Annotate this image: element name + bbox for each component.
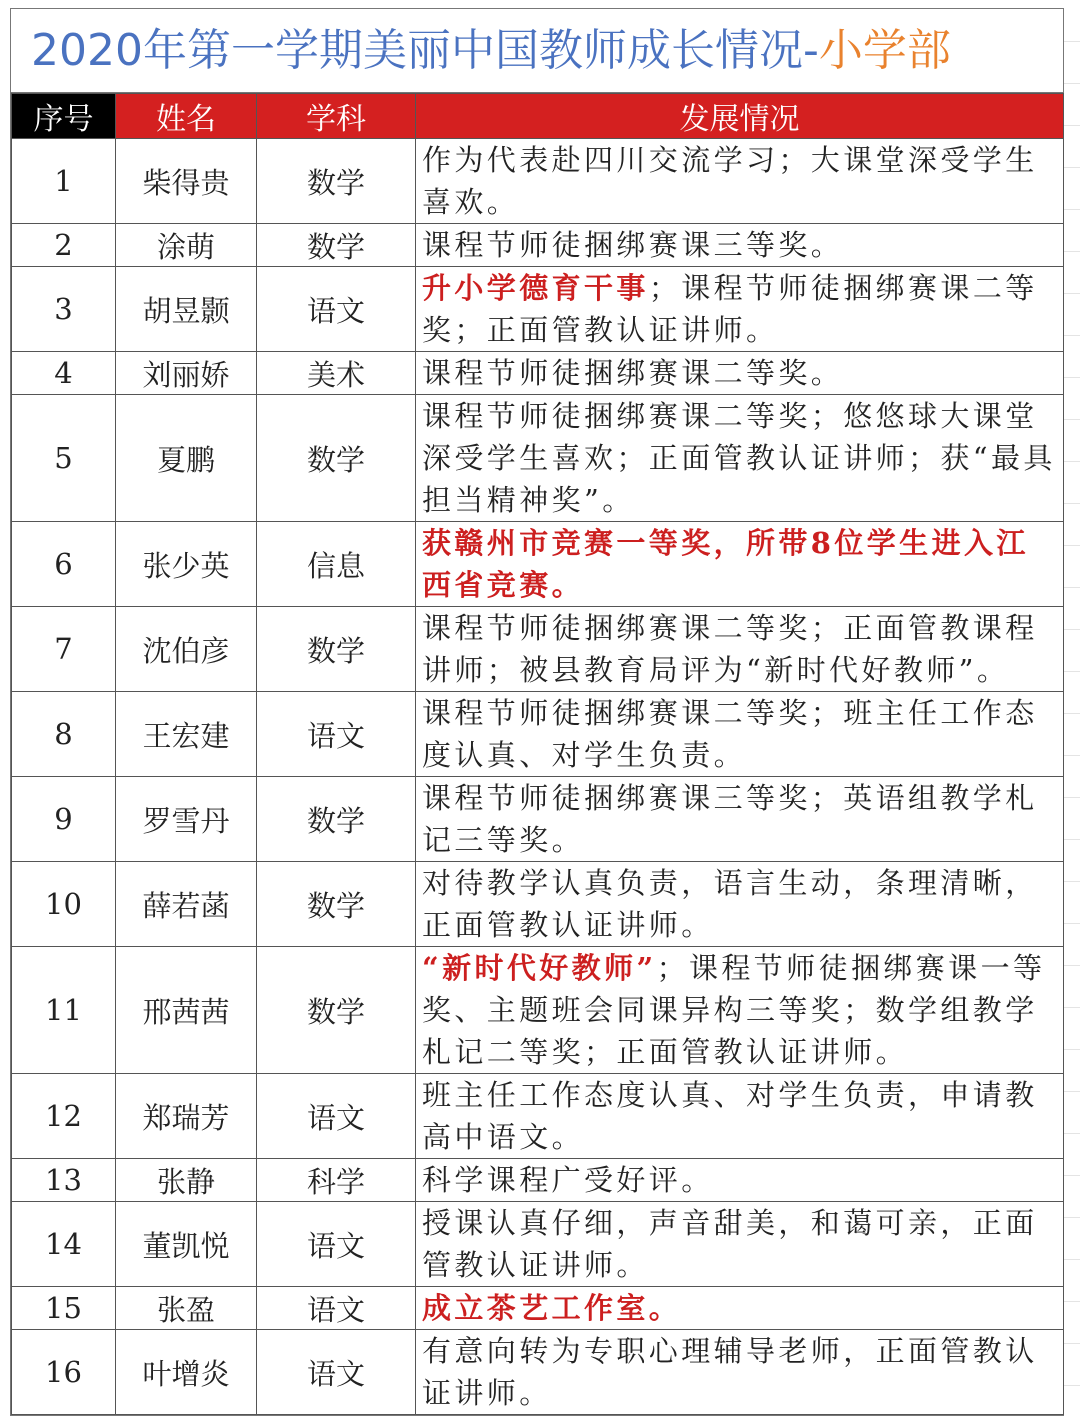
description-text: 课程节师徒捆绑赛课三等奖；英语组教学札记三等奖。: [422, 781, 1038, 857]
row-number: 11: [12, 947, 116, 1074]
row-number: 15: [12, 1287, 116, 1330]
subject: 语文: [257, 692, 416, 777]
development-description: [416, 692, 1064, 777]
subject: 数学: [257, 607, 416, 692]
development-description: [416, 1330, 1064, 1415]
description-text: 课程节师徒捆绑赛课二等奖；正面管教课程讲师；被县教育局评为“新时代好教师”。: [422, 611, 1038, 687]
row-number: 1: [12, 139, 116, 224]
description-text: ；课程节师徒捆绑赛课一等奖、主题班会同课异构三等奖；数学组教学札记二等奖；正面管教认证讲师。: [422, 951, 1046, 1069]
table-row: [12, 224, 1064, 267]
teacher-name: 叶增炎: [116, 1330, 257, 1415]
teacher-name: 张盈: [116, 1287, 257, 1330]
row-number: 12: [12, 1074, 116, 1159]
highlight-text: 升小学德育干事: [422, 271, 649, 305]
highlight-text: 获赣州市竞赛一等奖，所带8位学生进入江西省竞赛。: [422, 526, 1029, 602]
subject: 语文: [257, 1202, 416, 1287]
title-main: 2020年第一学期美丽中国教师成长情况-: [31, 25, 819, 76]
development-description: [416, 607, 1064, 692]
table-row: [12, 267, 1064, 352]
development-description: [416, 947, 1064, 1074]
row-number: 16: [12, 1330, 116, 1415]
table-row: [12, 862, 1064, 947]
header-subject: 学科: [257, 94, 416, 139]
row-number: 13: [12, 1159, 116, 1202]
teacher-name: 刘丽娇: [116, 352, 257, 395]
description-text: 课程节师徒捆绑赛课二等奖。: [422, 356, 844, 390]
header-row: [12, 94, 1064, 139]
teacher-name: 董凯悦: [116, 1202, 257, 1287]
highlight-text: “新时代好教师”: [422, 951, 657, 985]
subject: 数学: [257, 224, 416, 267]
teacher-name: 罗雪丹: [116, 777, 257, 862]
subject: 数学: [257, 947, 416, 1074]
description-text: 科学课程广受好评。: [422, 1163, 714, 1197]
teacher-name: 柴得贵: [116, 139, 257, 224]
row-number: 8: [12, 692, 116, 777]
development-description: [416, 1074, 1064, 1159]
row-number: 10: [12, 862, 116, 947]
table-row: [12, 352, 1064, 395]
table-row: [12, 1159, 1064, 1202]
description-text: 授课认真仔细，声音甜美，和蔼可亲，正面管教认证讲师。: [422, 1206, 1038, 1282]
table-row: [12, 522, 1064, 607]
teacher-name: 胡昱颢: [116, 267, 257, 352]
row-number: 9: [12, 777, 116, 862]
development-description: [416, 224, 1064, 267]
development-description: [416, 352, 1064, 395]
development-description: [416, 1287, 1064, 1330]
row-number: 4: [12, 352, 116, 395]
subject: 语文: [257, 267, 416, 352]
teacher-name: 沈伯彦: [116, 607, 257, 692]
table-row: [12, 692, 1064, 777]
development-description: [416, 395, 1064, 522]
development-description: [416, 139, 1064, 224]
table-row: [12, 395, 1064, 522]
teacher-name: 薛若菡: [116, 862, 257, 947]
table-row: [12, 947, 1064, 1074]
teacher-name: 王宏建: [116, 692, 257, 777]
development-description: [416, 1202, 1064, 1287]
row-number: 6: [12, 522, 116, 607]
table-row: [12, 1074, 1064, 1159]
table-row: [12, 1202, 1064, 1287]
description-text: 有意向转为专职心理辅导老师，正面管教认证讲师。: [422, 1334, 1038, 1410]
subject: 语文: [257, 1330, 416, 1415]
title-sub: 小学部: [818, 25, 951, 76]
development-description: [416, 862, 1064, 947]
spreadsheet-gridlines: [1063, 0, 1080, 1414]
subject: 美术: [257, 352, 416, 395]
subject: 数学: [257, 139, 416, 224]
teacher-name: 涂萌: [116, 224, 257, 267]
header-name: 姓名: [116, 94, 257, 139]
subject: 信息: [257, 522, 416, 607]
teacher-name: 郑瑞芳: [116, 1074, 257, 1159]
row-number: 2: [12, 224, 116, 267]
teacher-name: 邢茜茜: [116, 947, 257, 1074]
description-text: 对待教学认真负责，语言生动，条理清晰，正面管教认证讲师。: [422, 866, 1038, 942]
subject: 数学: [257, 777, 416, 862]
teacher-name: 张少英: [116, 522, 257, 607]
row-number: 3: [12, 267, 116, 352]
development-description: [416, 777, 1064, 862]
description-text: 课程节师徒捆绑赛课三等奖。: [422, 228, 844, 262]
description-text: 课程节师徒捆绑赛课二等奖；悠悠球大课堂深受学生喜欢；正面管教认证讲师；获“最具担当精神奖”。: [422, 399, 1056, 517]
sheet-title: [11, 9, 1063, 93]
subject: 语文: [257, 1287, 416, 1330]
table-row: [12, 1287, 1064, 1330]
subject: 数学: [257, 395, 416, 522]
row-number: 5: [12, 395, 116, 522]
description-text: 作为代表赴四川交流学习；大课堂深受学生喜欢。: [422, 143, 1038, 219]
subject: 数学: [257, 862, 416, 947]
teacher-table: [11, 93, 1064, 1415]
table-row: [12, 607, 1064, 692]
development-description: [416, 522, 1064, 607]
description-text: ；课程节师徒捆绑赛课二等奖；正面管教认证讲师。: [422, 271, 1038, 347]
teacher-name: 夏鹏: [116, 395, 257, 522]
row-number: 7: [12, 607, 116, 692]
table-row: [12, 777, 1064, 862]
development-description: [416, 267, 1064, 352]
table-row: [12, 1330, 1064, 1415]
header-no: 序号: [12, 94, 116, 139]
table-row: [12, 139, 1064, 224]
description-text: 班主任工作态度认真、对学生负责，申请教高中语文。: [422, 1078, 1038, 1154]
description-text: 课程节师徒捆绑赛课二等奖；班主任工作态度认真、对学生负责。: [422, 696, 1038, 772]
teacher-name: 张静: [116, 1159, 257, 1202]
subject: 语文: [257, 1074, 416, 1159]
development-description: [416, 1159, 1064, 1202]
highlight-text: 成立茶艺工作室。: [422, 1291, 682, 1325]
header-development: 发展情况: [416, 94, 1064, 139]
subject: 科学: [257, 1159, 416, 1202]
teacher-growth-sheet: [10, 8, 1064, 1416]
row-number: 14: [12, 1202, 116, 1287]
